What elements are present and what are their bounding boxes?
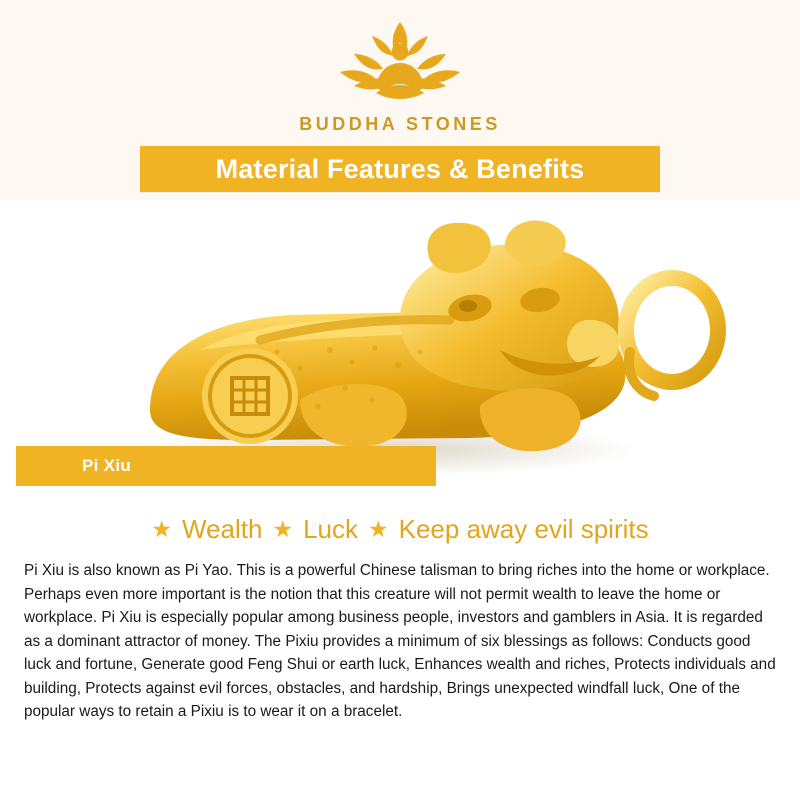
benefit-item-keep-away-evil-spirits: Keep away evil spirits xyxy=(398,514,649,544)
brand-logo xyxy=(299,14,501,135)
product-caption xyxy=(16,446,436,486)
benefit-item-wealth: Wealth xyxy=(182,514,263,544)
product-caption-label: Pi Xiu xyxy=(82,456,132,475)
star-icon: ★ xyxy=(272,516,294,542)
benefits-list xyxy=(22,514,778,545)
content-body xyxy=(0,492,800,800)
star-icon: ★ xyxy=(368,516,389,542)
brand-name: BUDDHA STONES xyxy=(299,114,501,134)
description-text: Pi Xiu is also known as Pi Yao. This is a powerful Chinese talisman to bring riches into the home or workplace. Perhaps even more important is the notion that this creature will not permit wealth to leave the home or workplace. Pi Xiu is especially popular among business people, investors and gamblers in Asia. It is regarded as a dominant attractor of money. The Pixiu provides a minimum of six blessings as follows: Conducts good luck and fortune, Generate good Feng Shui or earth luck, Enhances wealth and riches, Protects individuals and building, Protects against evil forces, obstacles, and hardship, Brings unexpected windfall luck, One of the popular ways to retain a Pixiu is to wear it on a bracelet. xyxy=(24,562,776,721)
page-title: Material Features & Benefits xyxy=(215,153,585,184)
star-icon: ★ xyxy=(151,516,172,542)
benefit-item-luck: Luck xyxy=(303,514,358,544)
lotus-meditation-icon xyxy=(310,14,490,110)
section-title-banner xyxy=(140,146,660,192)
